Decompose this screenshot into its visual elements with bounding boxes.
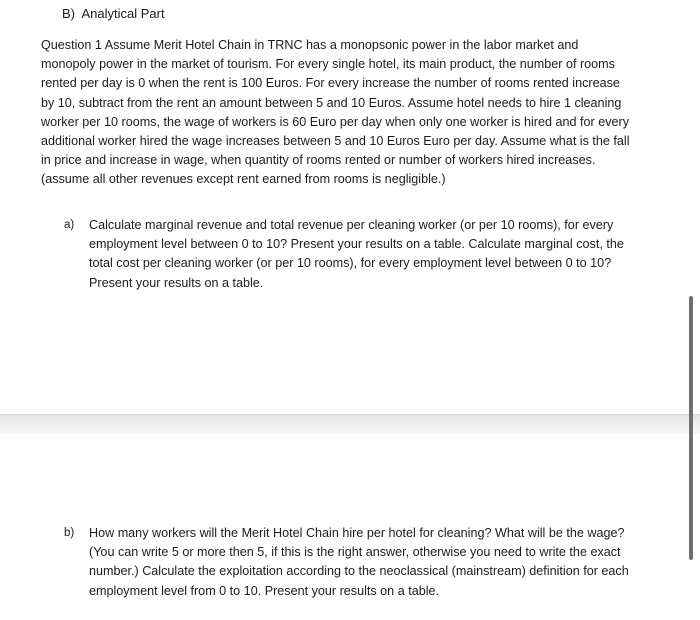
page-break <box>0 414 700 436</box>
vertical-scrollbar-thumb[interactable] <box>689 296 693 560</box>
sub-question-a <box>64 216 639 293</box>
sub-question-b <box>64 524 639 601</box>
document-page-bottom <box>0 434 700 620</box>
section-heading: B) Analytical Part <box>62 6 165 21</box>
sub-question-text: Calculate marginal revenue and total revenue per cleaning worker (or per 10 rooms), for every employment level between 0 to 10? Present your results on a table. Calculate marginal cost, the total cost per cleaning worker (or per 10 rooms), for every employment level between 0 to 10? Present your results on a table. <box>89 218 624 290</box>
sub-question-marker: a) <box>64 219 75 231</box>
question-1-text: Question 1 Assume Merit Hotel Chain in TRNC has a monopsonic power in the labor market and monopoly power in the market of tourism. For every single hotel, its main product, the number of rooms rented per day is 0 when the rent is 100 Euros. For every increase the number of rooms rented increase by 10, subtract from the rent an amount between 5 and 10 Euros. Assume hotel needs to hire 1 cleaning worker per 10 rooms, the wage of workers is 60 Euro per day when only one worker is hired and for every additional worker hired the wage increases between 5 and 10 Euros Euro per day. Assume what is the fall in price and increase in wage, when quantity of rooms rented or number of workers hired increases. (assume all other revenues except rent earned from rooms is negligible.) <box>41 38 630 187</box>
sub-question-text: How many workers will the Merit Hotel Chain hire per hotel for cleaning? What will be the wage? (You can write 5 or more then 5, if this is the right answer, otherwise you need to write the exact number.) Calculate the exploitation according to the neoclassical (mainstream) definition for each employment level from 0 to 10. Present your results on a table. <box>89 526 629 598</box>
sub-question-marker: b) <box>64 527 75 539</box>
